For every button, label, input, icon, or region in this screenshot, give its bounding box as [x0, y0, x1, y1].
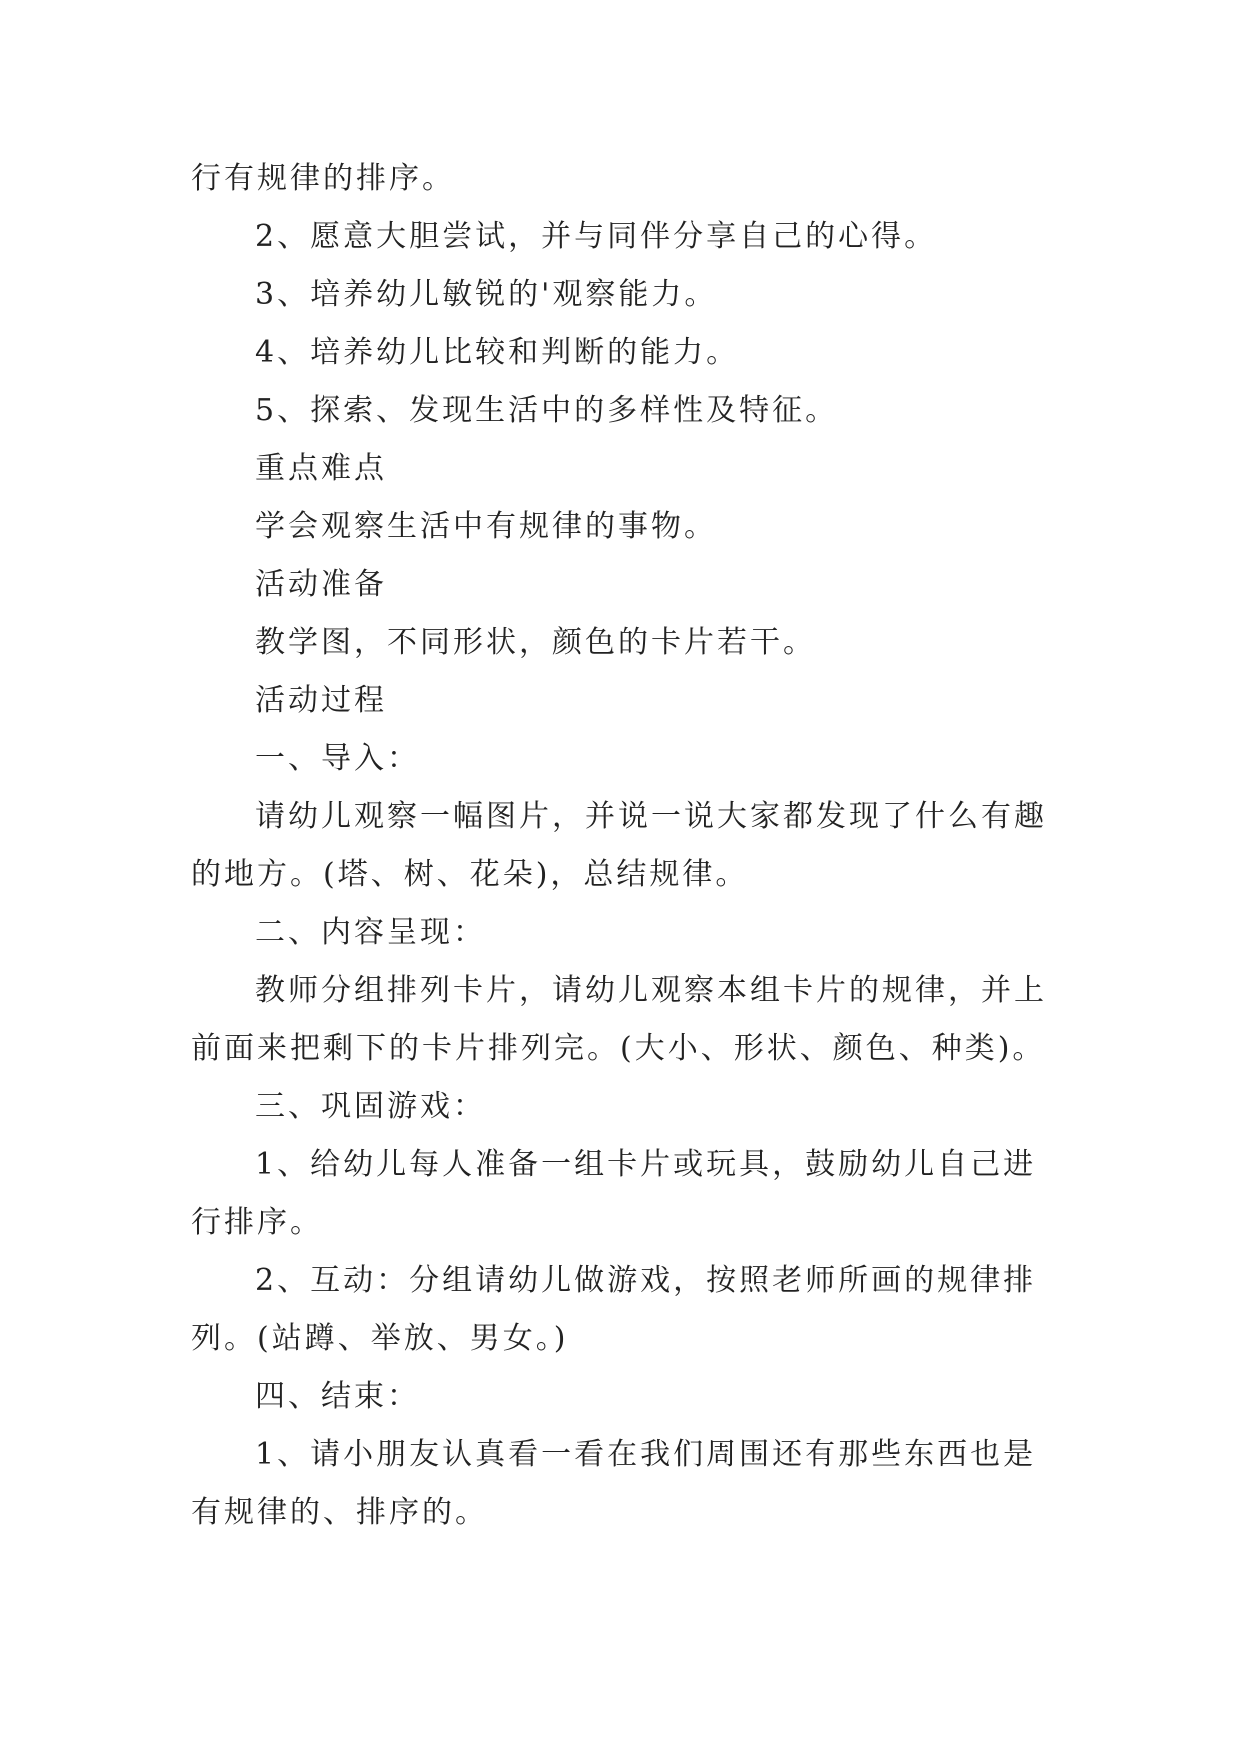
text-line: 教学图，不同形状，颜色的卡片若干。: [255, 625, 816, 660]
text-line: 前面来把剩下的卡片排列完。(大小、形状、颜色、种类)。: [191, 1031, 1046, 1066]
text-line: 重点难点: [255, 451, 387, 486]
text-line: 三、巩固游戏：: [255, 1089, 486, 1124]
text-line: 活动过程: [255, 683, 387, 718]
text-line: 行排序。: [191, 1205, 323, 1240]
text-line: 列。(站蹲、举放、男女。): [191, 1321, 569, 1356]
text-line: 2、互动：分组请幼儿做游戏，按照老师所画的规律排: [255, 1263, 1037, 1298]
text-line: 行有规律的排序。: [191, 161, 455, 196]
text-line: 有规律的、排序的。: [191, 1495, 488, 1530]
text-line: 4、培养幼儿比较和判断的能力。: [255, 335, 740, 370]
text-line: 1、请小朋友认真看一看在我们周围还有那些东西也是: [255, 1437, 1037, 1472]
text-line: 活动准备: [255, 567, 387, 602]
text-line: 1、给幼儿每人准备一组卡片或玩具，鼓励幼儿自己进: [255, 1147, 1037, 1182]
text-line: 一、导入：: [255, 741, 420, 776]
text-line: 四、结束：: [255, 1379, 420, 1414]
text-line: 3、培养幼儿敏锐的'观察能力。: [255, 277, 718, 312]
text-line: 教师分组排列卡片，请幼儿观察本组卡片的规律，并上: [255, 973, 1047, 1008]
text-line: 2、愿意大胆尝试，并与同伴分享自己的心得。: [255, 219, 938, 254]
text-line: 二、内容呈现：: [255, 915, 486, 950]
text-line: 5、探索、发现生活中的多样性及特征。: [255, 393, 839, 428]
text-line: 请幼儿观察一幅图片，并说一说大家都发现了什么有趣: [255, 799, 1047, 834]
document-body: [191, 150, 1071, 1542]
text-line: 学会观察生活中有规律的事物。: [255, 509, 717, 544]
text-line: 的地方。(塔、树、花朵)，总结规律。: [191, 857, 749, 892]
